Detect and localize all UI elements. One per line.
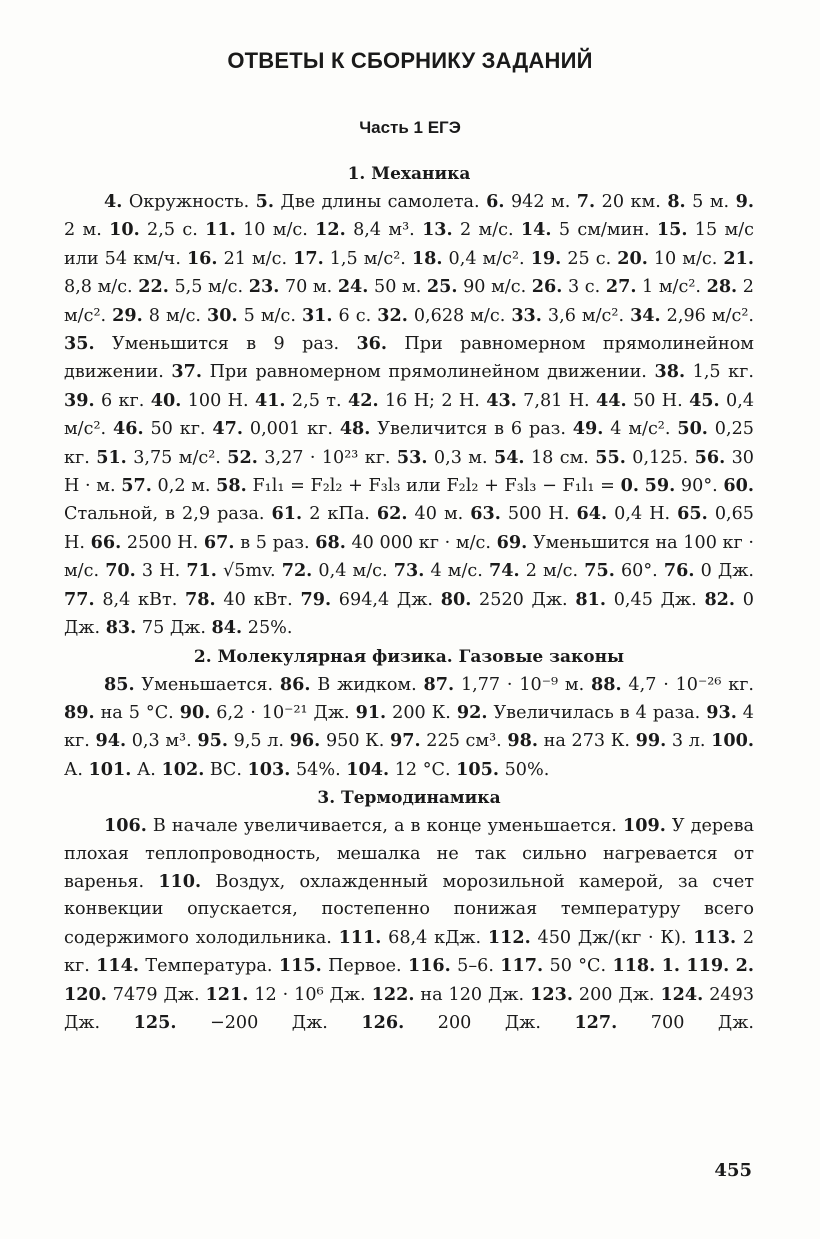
page-number: 455 — [714, 1160, 752, 1181]
section-mechanics — [64, 160, 754, 643]
page-title: ОТВЕТЫ К СБОРНИКУ ЗАДАНИЙ — [227, 48, 593, 73]
section-thermodynamics — [64, 784, 754, 1037]
section-title: 1. Механика — [347, 164, 471, 184]
section-answers: 106. В начале увеличивается, а в конце уменьшается. 109. У дерева плохая теплопроводность, мешалка не так сильно нагревается от варенья. 110. Воздух, охлажденный морозильной камерой, за счет конвекции опускается, постепенно понижая температуру всего содержимого холодильника. 111. 68,4 кДж. 112. 450 Дж/(кг · К). 113. 2 кг. 114. Температура. 115. Первое. 116. 5–6. 117. 50 °С. 118. 1. 119. 2. 120. 7479 Дж. 121. 12 · 10⁶ Дж. 122. на 120 Дж. 123. 200 Дж. 124. 2493 Дж. 125. −200 Дж. 126. 200 Дж. 127. 700 Дж. — [64, 815, 755, 1033]
section-answers: 4. Окружность. 5. Две длины самолета. 6. 942 м. 7. 20 км. 8. 5 м. 9. 2 м. 10. 2,5 с. 11. 10 м/с. 12. 8,4 м³. 13. 2 м/с. 14. 5 см/мин. 15. 15 м/с или 54 км/ч. 16. 21 м/с. 17. 1,5 м/с². 18. 0,4 м/с². 19. 25 с. 20. 10 м/с. 21. 8,8 м/с. 22. 5,5 м/с. 23. 70 м. 24. 50 м. 25. 90 м/с. 26. 3 с. 27. 1 м/с². 28. 2 м/с². 29. 8 м/с. 30. 5 м/с. 31. 6 с. 32. 0,628 м/с. 33. 3,6 м/с². 34. 2,96 м/с². 35. Уменьшится в 9 раз. 36. При равномерном прямолинейном движении. 37. При равномерном прямолинейном движении. 38. 1,5 кг. 39. 6 кг. 40. 100 Н. 41. 2,5 т. 42. 16 Н; 2 Н. 43. 7,81 Н. 44. 50 Н. 45. 0,4 м/с². 46. 50 кг. 47. 0,001 кг. 48. Увеличится в 6 раз. 49. 4 м/с². 50. 0,25 кг. 51. 3,75 м/с². 52. 3,27 · 10²³ кг. 53. 0,3 м. 54. 18 см. 55. 0,125. 56. 30 Н · м. 57. 0,2 м. 58. F₁l₁ = F₂l₂ + F₃l₃ или F₂l₂ + F₃l₃ − F₁l₁ = 0. 59. 90°. 60. Стальной, в 2,9 раза. 61. 2 кПа. 62. 40 м. 63. 500 Н. 64. 0,4 Н. 65. 0,65 Н. 66. 2500 Н. 67. в 5 раз. 68. 40 000 кг · м/с. 69. Уменьшится на 100 кг · м/с. 70. 3 Н. 71. √5mv. 72. 0,4 м/с. 73. 4 м/с. 74. 2 м/с. 75. 60°. 76. 0 Дж. 77. 8,4 кВт. 78. 40 кВт. 79. 694,4 Дж. 80. 2520 Дж. 81. 0,45 Дж. 82. 0 Дж. 83. 75 Дж. 84. 25%. — [64, 191, 755, 639]
section-molecular-physics — [64, 643, 754, 785]
section-title: 3. Термодинамика — [317, 788, 501, 809]
answers-content — [64, 160, 754, 1037]
section-answers: 85. Уменьшается. 86. В жидком. 87. 1,77 · 10⁻⁹ м. 88. 4,7 · 10⁻²⁶ кг. 89. на 5 °С. 90. 6,2 · 10⁻²¹ Дж. 91. 200 К. 92. Увеличилась в 4 раза. 93. 4 кг. 94. 0,3 м³. 95. 9,5 л. 96. 950 К. 97. 225 см³. 98. на 273 К. 99. 3 л. 100. А. 101. А. 102. ВС. 103. 54%. 104. 12 °С. 105. 50%. — [64, 673, 755, 780]
part-title: Часть 1 ЕГЭ — [359, 118, 461, 137]
section-title: 2. Молекулярная физика. Газовые законы — [193, 646, 625, 667]
